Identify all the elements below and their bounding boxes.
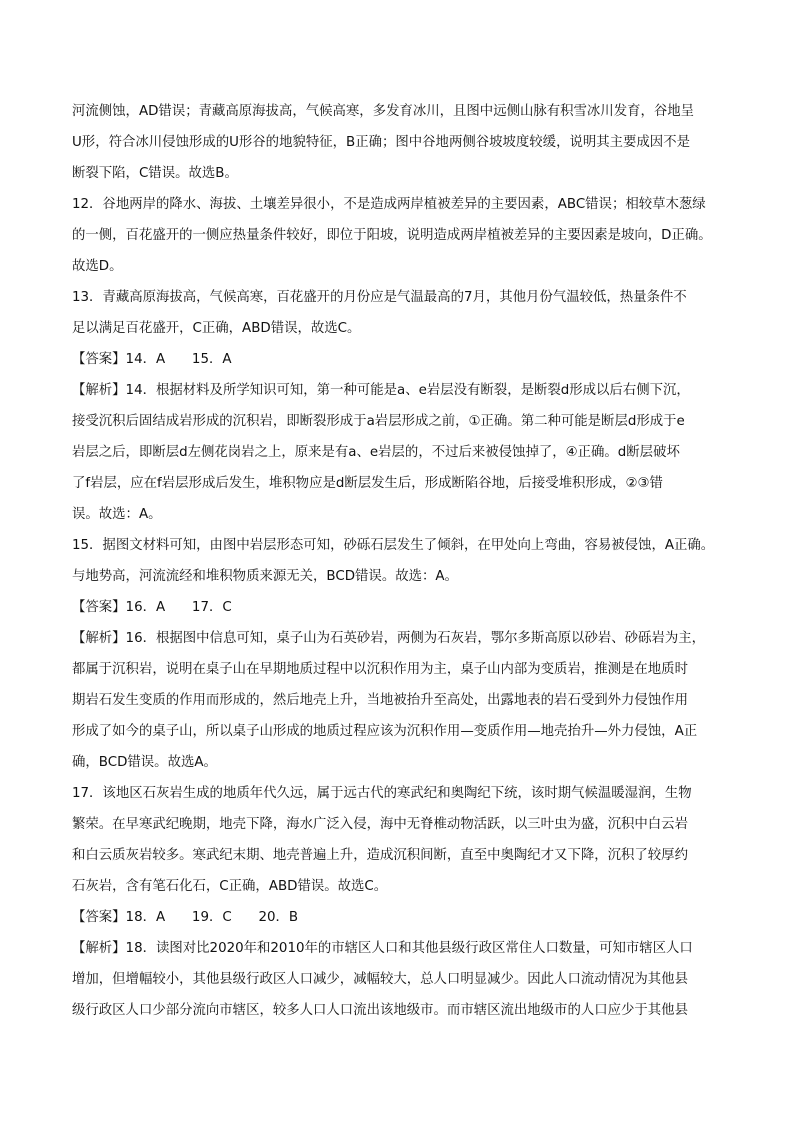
analysis-18-line: 【解析】18．读图对比2020年和2010年的市辖区人口和其他县级行政区常住人口数量，可知市辖区人口 [72,941,693,956]
answer-line-18-20: 【答案】18．A 19．C 20．B [72,910,299,925]
text-line: 故选D。 [72,259,123,274]
analysis-14-line: 【解析】14．根据材料及所学知识可知，第一种可能是a、e岩层没有断裂，是断裂d形成以后右侧下沉， [72,383,690,398]
text-line: 的一侧，百花盛开的一侧应热量条件较好，即位于阳坡，说明造成两岸植被差异的主要因素是坡向，D正确。 [72,228,712,243]
text-line: 繁荣。在早寒武纪晚期，地壳下降，海水广泛入侵，海中无脊椎动物活跃，以三叶虫为盛，沉积中白云岩 [72,817,688,832]
question-13-line: 13．青藏高原海拔高，气候高寒，百花盛开的月份应是气温最高的7月，其他月份气温较低，热量条件不 [72,290,687,305]
text-line: U形，符合冰川侵蚀形成的U形谷的地貌特征，B正确；图中谷地两侧谷坡坡度较缓，说明其主要成因不是 [72,135,690,150]
text-line: 都属于沉积岩，说明在桌子山在早期地质过程中以沉积作用为主，桌子山内部为变质岩，推测是在地质时 [72,662,688,677]
text-line: 了f岩层，应在f岩层形成后发生，堆积物应是d断层发生后，形成断陷谷地，后接受堆积形成，②③错 [72,476,663,491]
text-line: 增加，但增幅较小，其他县级行政区人口减少，减幅较大，总人口明显减少。因此人口流动情况为其他县 [72,972,688,987]
text-line: 足以满足百花盛开，C正确，ABD错误，故选C。 [72,321,361,336]
text-line: 误。故选：A。 [72,507,162,522]
text-line: 形成了如今的桌子山，所以桌子山形成的地质过程应该为沉积作用—变质作用—地壳抬升—外力侵蚀，A正 [72,724,698,739]
text-line: 级行政区人口少部分流向市辖区，较多人口人口流出该地级市。而市辖区流出地级市的人口应少于其他县 [72,1003,688,1018]
text-line: 河流侧蚀，AD错误；青藏高原海拔高，气候高寒，多发育冰川，且图中远侧山脉有积雪冰川发育，谷地呈 [72,104,695,119]
question-15-line: 15．据图文材料可知，由图中岩层形态可知，砂砾石层发生了倾斜，在甲处向上弯曲，容易被侵蚀，A正确。 [72,538,715,553]
text-line: 确，BCD错误。故选A。 [72,755,217,770]
text-line: 接受沉积后固结成岩形成的沉积岩，即断裂形成于a岩层形成之前，①正确。第二种可能是断层d形成于e [72,414,685,429]
question-17-line: 17．该地区石灰岩生成的地质年代久远，属于远古代的寒武纪和奥陶纪下统，该时期气候温暖湿润，生物 [72,786,692,801]
text-line: 岩层之后，即断层d左侧花岗岩之上，原来是有a、e岩层的，不过后来被侵蚀掉了，④正确。d断层破坏 [72,445,680,460]
text-line: 石灰岩，含有笔石化石，C正确，ABD错误。故选C。 [72,879,388,894]
question-12-line: 12．谷地两岸的降水、海拔、土壤差异很小，不是造成两岸植被差异的主要因素，ABC错误；相较草木葱绿 [72,197,706,212]
text-line: 与地势高，河流流经和堆积物质来源无关，BCD错误。故选：A。 [72,569,458,584]
text-line: 和白云质灰岩较多。寒武纪末期、地壳普遍上升，造成沉积间断，直至中奥陶纪才又下降，沉积了较厚约 [72,848,688,863]
text-line: 期岩石发生变质的作用而形成的，然后地壳上升，当地被抬升至高处，出露地表的岩石受到外力侵蚀作用 [72,693,688,708]
answer-line-14-15: 【答案】14．A 15．A [72,352,232,367]
answer-line-16-17: 【答案】16．A 17．C [72,600,232,615]
text-line: 断裂下陷，C错误。故选B。 [72,166,238,181]
analysis-16-line: 【解析】16．根据图中信息可知，桌子山为石英砂岩，两侧为石灰岩，鄂尔多斯高原以砂岩、砂砾岩为主， [72,631,706,646]
